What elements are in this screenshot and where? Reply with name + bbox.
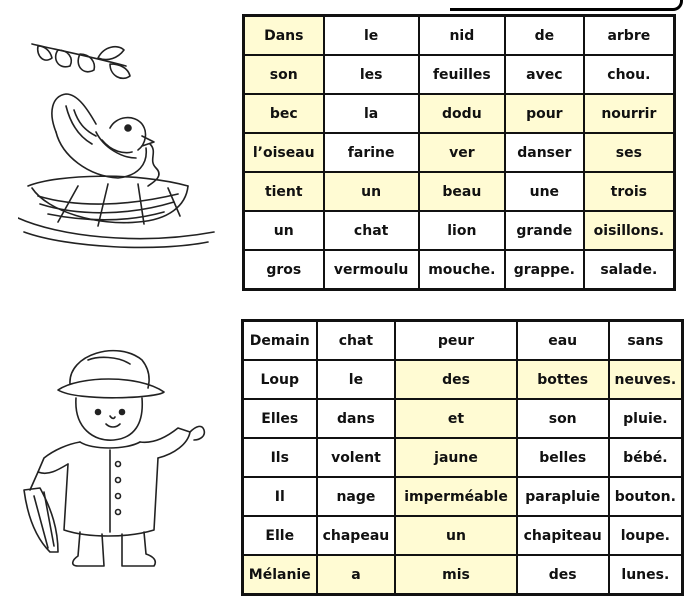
word-grid-top-row (244, 250, 675, 290)
word-grid-bottom (241, 319, 684, 596)
word-grid-bottom-cell: son (517, 399, 609, 438)
word-grid-top-cell: pour (505, 94, 584, 133)
word-grid-top-cell: gros (244, 250, 324, 290)
word-grid-bottom-cell: chapeau (317, 516, 396, 555)
word-grid-top-cell: dodu (419, 94, 505, 133)
word-grid-top-cell: une (505, 172, 584, 211)
word-grid-top-cell: trois (584, 172, 675, 211)
word-grid-bottom-cell: dans (317, 399, 396, 438)
word-grid-bottom-cell: jaune (395, 438, 516, 477)
word-grid-bottom-cell: neuves. (609, 360, 683, 399)
word-grid-bottom-row (243, 399, 683, 438)
word-grid-top-cell: de (505, 16, 584, 56)
word-grid-top-cell: nourrir (584, 94, 675, 133)
word-grid-top-cell: un (324, 172, 419, 211)
word-grid-top (242, 14, 676, 291)
word-grid-top-cell: l’oiseau (244, 133, 324, 172)
word-grid-top-cell: arbre (584, 16, 675, 56)
word-grid-bottom-cell: a (317, 555, 396, 595)
word-grid-top-cell: oisillons. (584, 211, 675, 250)
word-grid-bottom-row (243, 321, 683, 361)
word-grid-top-cell: chat (324, 211, 419, 250)
word-grid-bottom-row (243, 516, 683, 555)
word-grid-top-cell: son (244, 55, 324, 94)
word-grid-top-row (244, 133, 675, 172)
word-grid-top-cell: mouche. (419, 250, 505, 290)
word-grid-bottom-cell: parapluie (517, 477, 609, 516)
word-grid-bottom-row (243, 555, 683, 595)
child-in-raincoat-icon (18, 340, 218, 570)
word-grid-bottom-cell: des (395, 360, 516, 399)
word-grid-bottom-cell: Demain (243, 321, 317, 361)
word-grid-bottom-cell: Il (243, 477, 317, 516)
word-grid-top-cell: danser (505, 133, 584, 172)
word-grid-top-cell: lion (419, 211, 505, 250)
word-grid-top-cell: bec (244, 94, 324, 133)
word-grid-bottom-cell: lunes. (609, 555, 683, 595)
word-grid-top-cell: grande (505, 211, 584, 250)
word-grid-bottom-cell: volent (317, 438, 396, 477)
word-grid-bottom-row (243, 477, 683, 516)
word-grid-bottom-cell: Elles (243, 399, 317, 438)
word-grid-top-row (244, 172, 675, 211)
word-grid-top-row (244, 211, 675, 250)
word-grid-top-cell: Dans (244, 16, 324, 56)
word-grid-bottom-cell: bébé. (609, 438, 683, 477)
word-grid-bottom-cell: eau (517, 321, 609, 361)
word-grid-bottom-cell: bouton. (609, 477, 683, 516)
word-grid-top-cell: ses (584, 133, 675, 172)
word-grid-top-cell: vermoulu (324, 250, 419, 290)
speech-bubble-edge (450, 0, 683, 11)
word-grid-bottom-cell: loupe. (609, 516, 683, 555)
word-grid-bottom-cell: pluie. (609, 399, 683, 438)
word-grid-bottom-cell: peur (395, 321, 516, 361)
word-grid-bottom-cell: le (317, 360, 396, 399)
word-grid-bottom-row (243, 438, 683, 477)
word-grid-top-cell: un (244, 211, 324, 250)
word-grid-top-cell: chou. (584, 55, 675, 94)
word-grid-bottom-cell: chat (317, 321, 396, 361)
word-grid-top-row (244, 94, 675, 133)
word-grid-bottom-cell: un (395, 516, 516, 555)
word-grid-top-cell: feuilles (419, 55, 505, 94)
word-grid-top-cell: le (324, 16, 419, 56)
word-grid-top-cell: avec (505, 55, 584, 94)
word-grid-bottom-row (243, 360, 683, 399)
word-grid-bottom-cell: des (517, 555, 609, 595)
word-grid-bottom-cell: Elle (243, 516, 317, 555)
word-grid-bottom-cell: chapiteau (517, 516, 609, 555)
word-grid-top-cell: la (324, 94, 419, 133)
word-grid-top-cell: tient (244, 172, 324, 211)
word-grid-top-cell: ver (419, 133, 505, 172)
bird-in-nest-icon (18, 36, 218, 266)
word-grid-top-cell: nid (419, 16, 505, 56)
word-grid-top-cell: salade. (584, 250, 675, 290)
word-grid-bottom-cell: sans (609, 321, 683, 361)
word-grid-bottom-cell: belles (517, 438, 609, 477)
word-grid-top-row (244, 55, 675, 94)
word-grid-bottom-cell: et (395, 399, 516, 438)
word-grid-top-cell: beau (419, 172, 505, 211)
word-grid-top-cell: farine (324, 133, 419, 172)
word-grid-top-cell: les (324, 55, 419, 94)
word-grid-bottom-cell: bottes (517, 360, 609, 399)
word-grid-bottom-cell: Mélanie (243, 555, 317, 595)
word-grid-bottom-cell: nage (317, 477, 396, 516)
word-grid-bottom-cell: Loup (243, 360, 317, 399)
word-grid-top-cell: grappe. (505, 250, 584, 290)
word-grid-bottom-cell: Ils (243, 438, 317, 477)
word-grid-bottom-cell: mis (395, 555, 516, 595)
word-grid-top-row (244, 16, 675, 56)
word-grid-bottom-cell: imperméable (395, 477, 516, 516)
